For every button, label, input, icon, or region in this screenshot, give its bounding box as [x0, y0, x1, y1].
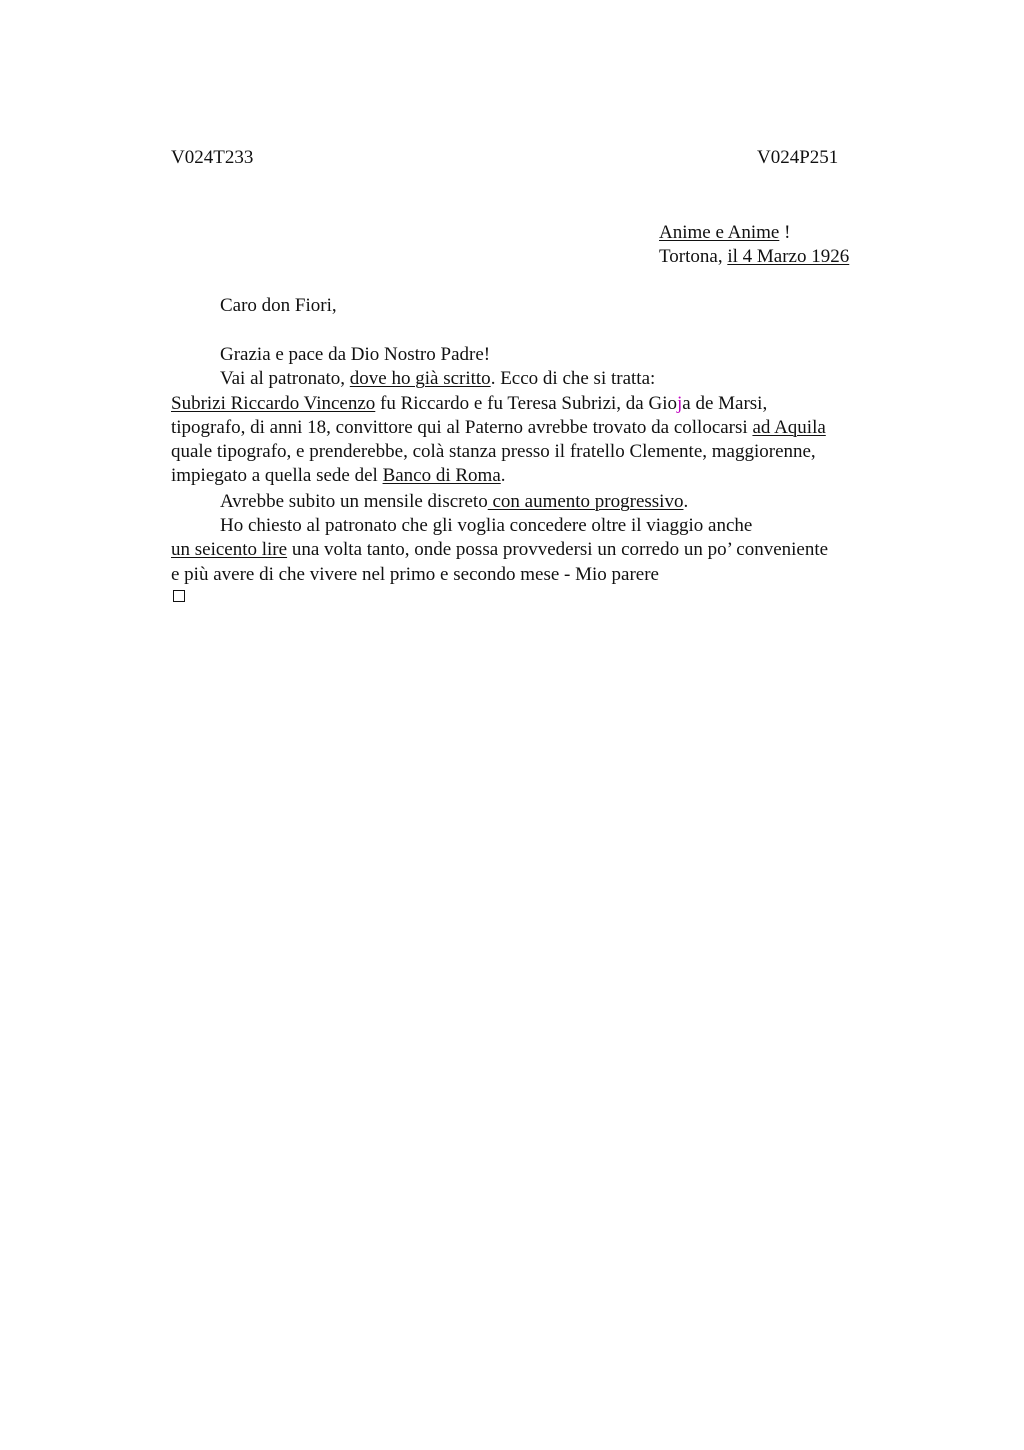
- checkbox-square-icon: [173, 590, 185, 602]
- underlined-text: dove ho già scritto: [349, 368, 491, 389]
- body-line-9: e più avere di che vivere nel primo e secondo mese - Mio parere: [171, 564, 659, 585]
- text-segment: tipografo, di anni 18, convittore qui al Paterno avrebbe trovato da collocarsi: [171, 417, 753, 438]
- body-line-2: [171, 392, 767, 416]
- document-code-left: V024T233: [171, 147, 254, 168]
- underlined-text: ad Aquila: [752, 417, 826, 438]
- text-segment: a de Marsi,: [682, 393, 768, 414]
- body-line-5: [171, 464, 506, 488]
- greeting: Grazia e pace da Dio Nostro Padre!: [220, 344, 491, 365]
- text-segment: Vai al patronato,: [220, 368, 350, 389]
- body-line-4: quale tipografo, e prenderebbe, colà stanza presso il fratello Clemente, maggiorenne,: [171, 441, 816, 462]
- body-line-8: [171, 538, 828, 562]
- underlined-text: con aumento progressivo: [487, 491, 684, 512]
- underlined-text: un seicento lire: [171, 539, 288, 560]
- underlined-name: Subrizi Riccardo Vincenzo: [171, 393, 376, 414]
- motto-suffix: !: [779, 222, 791, 243]
- highlighted-letter: j: [676, 393, 683, 414]
- motto-line: [659, 221, 790, 245]
- body-line-1: [220, 367, 655, 391]
- dateline: [659, 245, 849, 269]
- text-segment: impiegato a quella sede del: [171, 465, 383, 486]
- place: Tortona,: [659, 246, 728, 267]
- text-segment: Avrebbe subito un mensile discreto: [220, 491, 488, 512]
- body-line-7: Ho chiesto al patronato che gli voglia concedere oltre il viaggio anche: [220, 515, 753, 536]
- underlined-text: Banco di Roma: [382, 465, 501, 486]
- motto: Anime e Anime: [659, 222, 780, 243]
- text-segment: .: [500, 465, 506, 486]
- date: il 4 Marzo 1926: [727, 246, 850, 267]
- salutation: Caro don Fiori,: [220, 295, 337, 316]
- body-line-6: [220, 490, 688, 514]
- document-code-right: V024P251: [757, 147, 839, 168]
- text-segment: fu Riccardo e fu Teresa Subrizi, da Gio: [375, 393, 677, 414]
- text-segment: . Ecco di che si tratta:: [490, 368, 656, 389]
- body-line-3: [171, 416, 826, 440]
- text-segment: .: [683, 491, 689, 512]
- text-segment: una volta tanto, onde possa provvedersi un corredo un po’ conveniente: [287, 539, 829, 560]
